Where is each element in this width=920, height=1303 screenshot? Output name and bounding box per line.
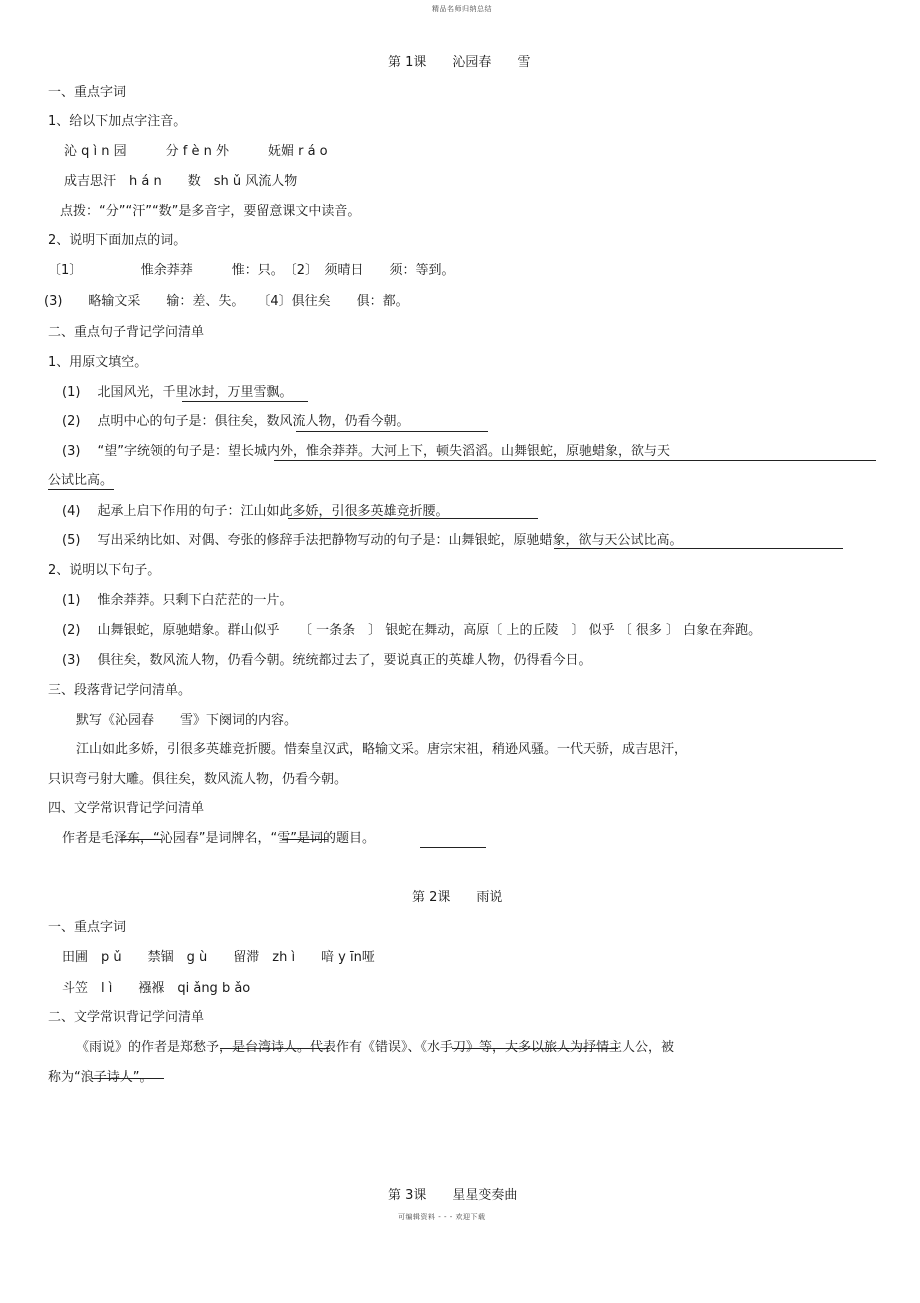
sentence-item: (2) 山舞银蛇，原驰蜡象。群山似乎 〔 一条条 〕 银蛇在舞动，高原〔 上的丘陵 〕 似乎 〔 很多 〕 白象在奔跑。 xyxy=(62,623,762,638)
section-heading: 二、文学常识背记学问清单 xyxy=(48,1010,205,1025)
section-heading: 二、重点句子背记学问清单 xyxy=(48,325,205,340)
section-heading: 四、文学常识背记学问清单 xyxy=(48,801,205,816)
answer-underline xyxy=(554,548,843,549)
poem-text: 只识弯弓射大雕。俱往矣，数风流人物，仍看今朝。 xyxy=(48,772,348,787)
page-header: 精品名师归纳总结 xyxy=(432,5,492,13)
lesson2-title: 第 2课 雨说 xyxy=(412,890,503,905)
lesson1-title: 第 1课 沁园春 雪 xyxy=(388,55,531,70)
fill-item: (4) 起承上启下作用的句子：江山如此多娇，引很多英雄竞折腰。 xyxy=(62,504,449,519)
pinyin-row: 成吉思汗 h á n 数 sh ǔ 风流人物 xyxy=(64,174,298,189)
knowledge-text: 《雨说》的作者是郑愁予，是台湾诗人。代表作有《错误》、《水手刀》等，大多以旅人为抒情主人公，被 xyxy=(76,1040,675,1055)
knowledge-text: 作者是毛泽东，“沁园春”是词牌名，“雪”是词的题目。 xyxy=(62,831,375,846)
question: 2、说明以下句子。 xyxy=(48,563,161,578)
section-heading: 一、重点字词 xyxy=(48,85,127,100)
fill-item: (3) “望”字统领的句子是：望长城内外，惟余莽莽。大河上下，顿失滔滔。山舞银蛇，原驰蜡象，欲与天 xyxy=(62,444,671,459)
question: 2、说明下面加点的词。 xyxy=(48,233,187,248)
fill-item: (2) 点明中心的句子是：俱往矣，数风流人物，仍看今朝。 xyxy=(62,414,410,429)
tip-text: 点拨：“分”“汗”“数”是多音字，要留意课文中读音。 xyxy=(60,204,361,219)
question: 1、给以下加点字注音。 xyxy=(48,114,187,129)
explain-row: 〔1〕 惟余莽莽 惟：只。 〔2〕 须晴日 须：等到。 xyxy=(48,263,455,278)
answer-underline xyxy=(288,518,538,519)
section-heading: 三、段落背记学问清单。 xyxy=(48,683,192,698)
answer-underline xyxy=(274,460,876,461)
fill-item: (5) 写出采纳比如、对偶、夸张的修辞手法把静物写动的句子是：山舞银蛇，原驰蜡象，欲与天公试比高。 xyxy=(62,533,683,548)
page-footer: 可编辑资料 - - - 欢迎下载 xyxy=(398,1213,486,1221)
fill-item: (1) 北国风光，千里冰封，万里雪飘。 xyxy=(62,385,293,400)
answer-underline xyxy=(296,431,488,432)
question: 1、用原文填空。 xyxy=(48,355,148,370)
fill-item-continued: 公试比高。 xyxy=(48,473,114,488)
answer-underline xyxy=(420,847,486,848)
sentence-item: (3) 俱往矣，数风流人物，仍看今朝。统统都过去了，要说真正的英雄人物，仍得看今日。 xyxy=(62,653,592,668)
answer-strike xyxy=(452,1048,618,1049)
pinyin-row: 斗笠 l ì 襁褓 qi ǎng b ǎo xyxy=(62,981,251,996)
lesson3-title: 第 3课 星星变奏曲 xyxy=(388,1188,518,1203)
section-heading: 一、重点字词 xyxy=(48,920,127,935)
pinyin-row: 田圃 p ǔ 禁锢 g ù 留滞 zh ì 喑 y īn哑 xyxy=(62,950,375,965)
sentence-item: (1) 惟余莽莽。只剩下白茫茫的一片。 xyxy=(62,593,293,608)
poem-text: 江山如此多娇，引很多英雄竞折腰。惜秦皇汉武，略输文采。唐宗宋祖，稍逊风骚。一代天骄，成吉思汗， xyxy=(76,742,688,757)
task-text: 默写《沁园春 雪》下阕词的内容。 xyxy=(76,713,298,728)
pinyin-row: 沁 q ì n 园 分 f è n 外 妩媚 r á o xyxy=(64,144,328,159)
answer-strike xyxy=(220,1048,330,1049)
answer-strike xyxy=(92,1078,164,1079)
knowledge-text: 称为“浪子诗人”。 xyxy=(48,1070,153,1085)
answer-underline xyxy=(182,401,308,402)
answer-strike xyxy=(282,839,328,840)
explain-row: (3) 略输文采 输：差、失。 〔4〕俱往矣 俱：都。 xyxy=(44,294,409,309)
answer-strike xyxy=(120,839,162,840)
answer-underline xyxy=(48,489,114,490)
